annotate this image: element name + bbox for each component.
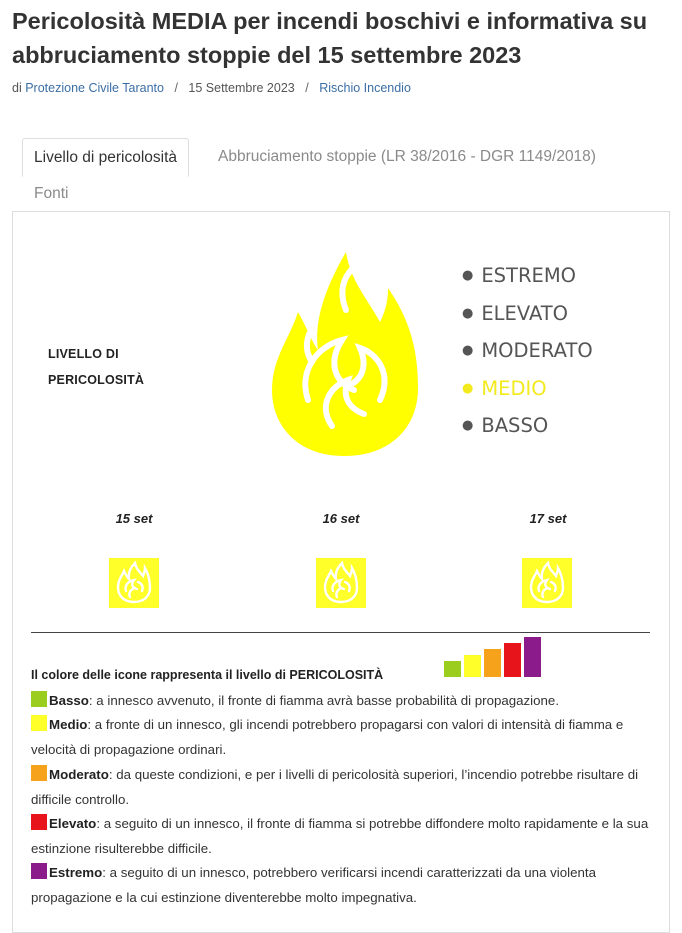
forecast-day-label: 17 set xyxy=(529,511,567,526)
bullet-icon: ● xyxy=(462,268,474,283)
flame-icon xyxy=(522,558,572,608)
scale-bar-moderato xyxy=(484,649,501,677)
meta-separator: / xyxy=(305,81,309,95)
category-link[interactable]: Rischio Incendio xyxy=(319,81,411,95)
legend-item-basso: Basso: a innesco avvenuto, il fronte di fiamma avrà basse probabilità di propagazione. xyxy=(31,688,651,713)
article-title: Pericolosità MEDIA per incendi boschivi e informativa su abbruciamento stoppie del 15 settembre 2023 xyxy=(12,8,648,68)
color-swatch xyxy=(31,863,47,879)
article-date: 15 Settembre 2023 xyxy=(188,81,295,95)
forecast-flame-icon xyxy=(316,558,366,608)
level-basso: ● BASSO xyxy=(462,414,549,437)
bullet-icon: ● xyxy=(462,418,474,433)
bullet-icon: ● xyxy=(462,343,474,358)
meta-separator: / xyxy=(174,81,178,95)
color-swatch xyxy=(31,691,47,707)
legend-item-estremo: Estremo: a seguito di un innesco, potrebbero verificarsi incendi caratterizzati da una violenta propagazione e la cui estinzione diventerebbe molto impegnativa. xyxy=(31,865,596,905)
scale-bar-medio xyxy=(464,655,481,677)
color-swatch xyxy=(31,814,47,830)
article-meta xyxy=(12,81,411,95)
legend-item-elevato: Elevato: a seguito di un innesco, il fronte di fiamma si potrebbe diffondere molto rapidamente e la sua estinzione risulterebbe difficile. xyxy=(31,816,649,856)
scale-bar-elevato xyxy=(504,643,521,677)
meta-by: di xyxy=(12,81,22,95)
bullet-icon: ● xyxy=(462,305,474,321)
scale-bar-basso xyxy=(444,661,461,677)
level-scale-list xyxy=(462,259,593,447)
forecast-day-label: 16 set xyxy=(322,511,360,526)
flame-icon xyxy=(316,558,366,608)
legend-title: Il colore delle icone rappresenta il livello di PERICOLOSITÀ xyxy=(31,668,384,682)
livello-label: LIVELLO DI PERICOLOSITÀ xyxy=(48,347,145,387)
color-scale-icon xyxy=(444,637,544,677)
color-swatch xyxy=(31,715,47,731)
divider xyxy=(31,632,650,633)
tab-fonti[interactable]: Fonti xyxy=(34,185,69,202)
bullet-icon: ● xyxy=(462,380,474,396)
legend-item-moderato: Moderato: da queste condizioni, e per i livelli di pericolosità superiori, l’incendio potrebbe risultare di difficile controllo. xyxy=(31,767,639,807)
author-link[interactable]: Protezione Civile Taranto xyxy=(25,81,164,95)
tab-livello-pericolosita[interactable]: Livello di pericolosità xyxy=(22,138,189,177)
color-swatch xyxy=(31,765,47,781)
tab-abbruciamento-stoppie[interactable]: Abbruciamento stoppie (LR 38/2016 - DGR 1149/2018) xyxy=(218,148,596,165)
forecast-flame-icon xyxy=(522,558,572,608)
flame-icon xyxy=(268,250,420,460)
level-elevato: ● ELEVATO xyxy=(462,301,569,325)
forecast-day-label: 15 set xyxy=(115,511,153,526)
scale-bar-estremo xyxy=(524,637,541,677)
level-estremo: ● ESTREMO xyxy=(462,264,576,287)
forecast-flame-icon xyxy=(109,558,159,608)
flame-icon xyxy=(109,558,159,608)
level-medio: ● MEDIO xyxy=(462,376,547,400)
legend-item-medio: Medio: a fronte di un innesco, gli incendi potrebbero propagarsi con valori di intensità di fiamma e velocità di propagazione ordinari. xyxy=(31,717,624,757)
level-moderato: ● MODERATO xyxy=(462,339,593,362)
